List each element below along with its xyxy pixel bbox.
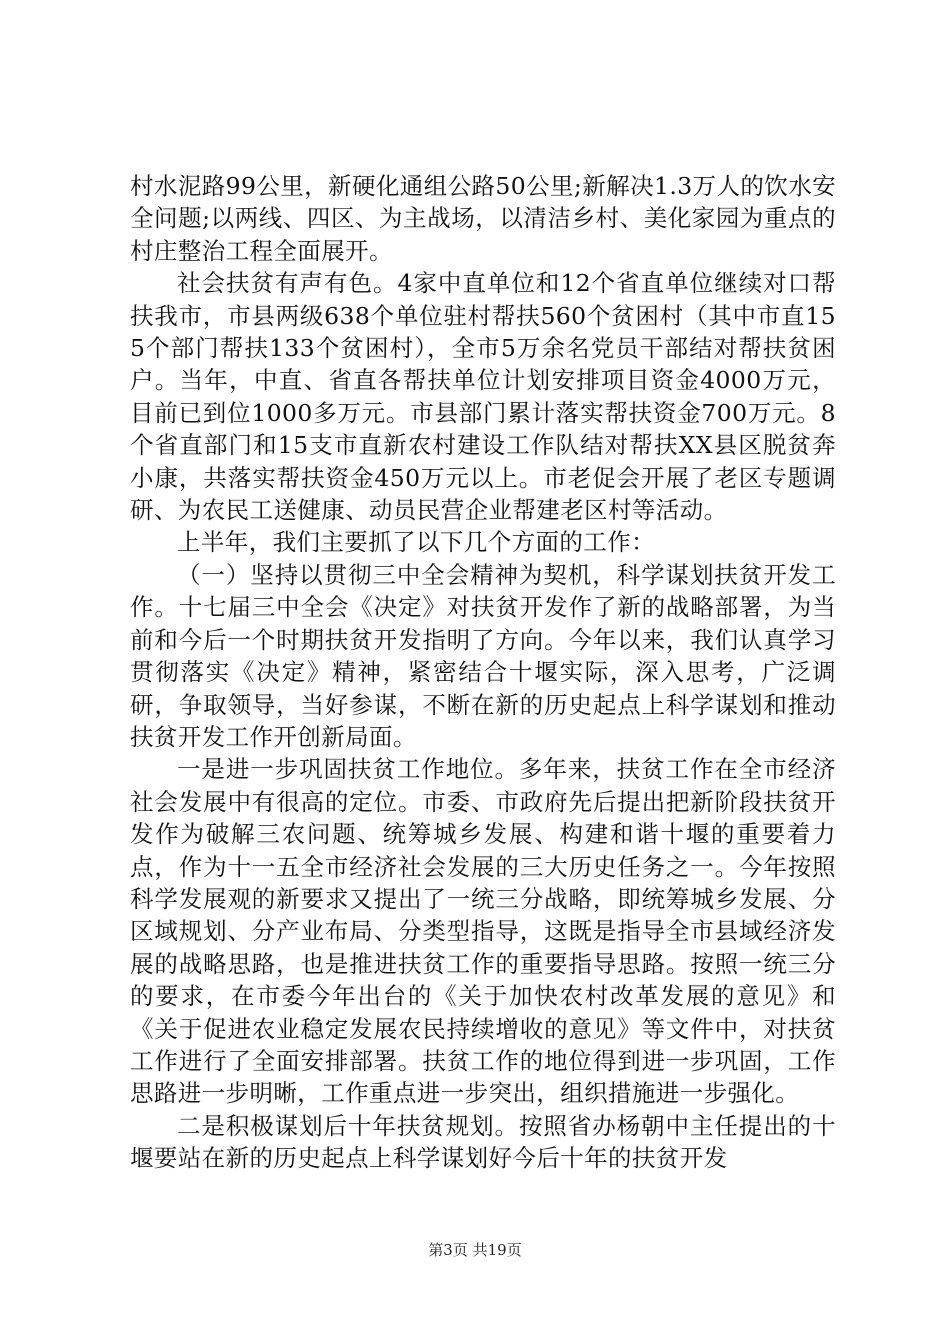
paragraph-village-roads: 村水泥路99公里，新硬化通组公路50公里;新解决1.3万人的饮水安全问题;以两线、四区、为主战场，以清洁乡村、美化家园为重点的村庄整治工程全面展开。 [130,172,836,265]
page-footer: 第3页 共19页 [428,1241,522,1259]
paragraph-point-one: 一是进一步巩固扶贫工作地位。多年来，扶贫工作在全市经济社会发展中有很高的定位。市委、市政府先后提出把新阶段扶贫开发作为破解三农问题、统筹城乡发展、构建和谐十堰的重要着力点，作为十一五全市经济社会发展的三大历史任务之一。今年按照科学发展观的新要求又提出了一统三分战略，即统筹城乡发展、分区域规划、分产业布局、分类型指导，这既是指导全市县域经济发展的战略思路，也是推进扶贫工作的重要指导思路。按照一统三分的要求，在市委今年出台的《关于加快农村改革发展的意见》和《关于促进农业稳定发展农民持续增收的意见》等文件中，对扶贫工作进行了全面安排部署。扶贫工作的地位得到进一步巩固，工作思路进一步明晰，工作重点进一步突出，组织措施进一步强化。 [130,755,836,1108]
paragraph-social-poverty-relief: 社会扶贫有声有色。4家中直单位和12个省直单位继续对口帮扶我市，市县两级638个单位驻村帮扶560个贫困村（其中市直155个部门帮扶133个贫困村），全市5万余名党员干部结对帮扶贫困户。当年，中直、省直各帮扶单位计划安排项目资金4000万元，目前已到位1000多万元。市县部门累计落实帮扶资金700万元。8个省直部门和15支市直新农村建设工作队结对帮扶XX县区脱贫奔小康，共落实帮扶资金450万元以上。市老促会开展了老区专题调研、为农民工送健康、动员民营企业帮建老区村等活动。 [130,269,836,525]
document-body [130,170,836,1175]
paragraph-point-two: 二是积极谋划后十年扶贫规划。按照省办杨朝中主任提出的十堰要站在新的历史起点上科学谋划好今后十年的扶贫开发 [130,1111,836,1173]
paragraph-section-one: （一）坚持以贯彻三中全会精神为契机，科学谋划扶贫开发工作。十七届三中全会《决定》对扶贫开发作了新的战略部署，为当前和今后一个时期扶贫开发指明了方向。今年以来，我们认真学习贯彻落实《决定》精神，紧密结合十堰实际，深入思考，广泛调研，争取领导，当好参谋，不断在新的历史起点上科学谋划和推动扶贫开发工作开创新局面。 [130,560,836,751]
paragraph-first-half-intro: 上半年，我们主要抓了以下几个方面的工作： [177,528,655,557]
